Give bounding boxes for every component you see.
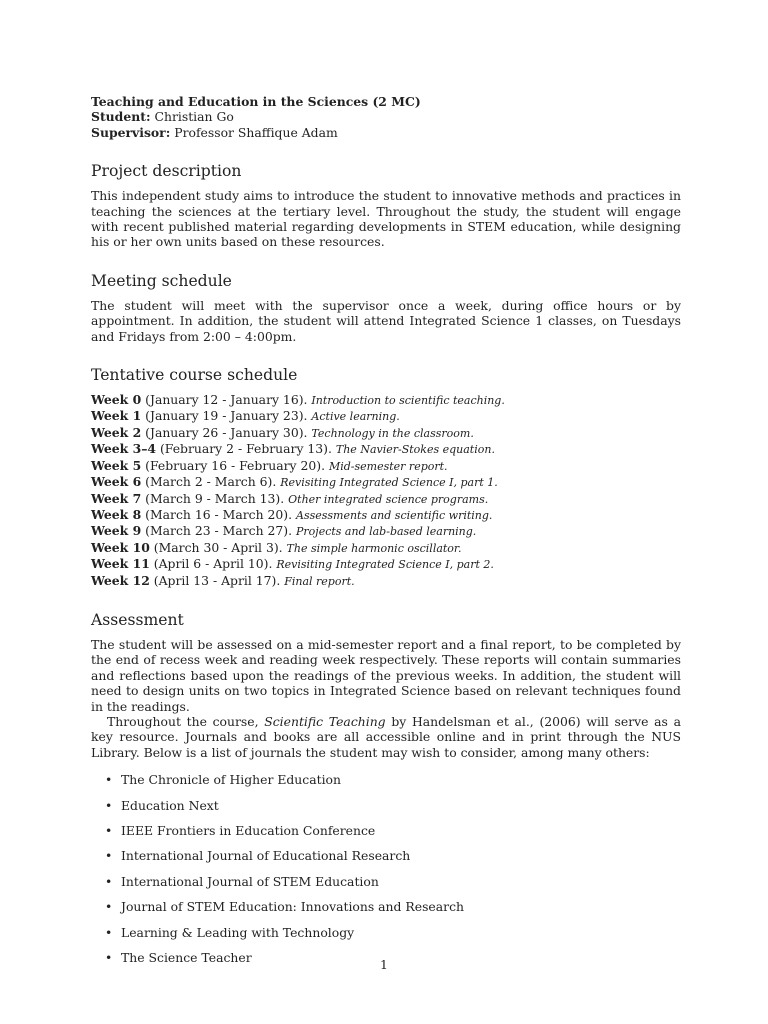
journal-name: Learning & Leading with Technology — [121, 924, 355, 940]
schedule-row — [91, 458, 681, 474]
list-item — [105, 798, 681, 813]
student-line — [91, 109, 681, 124]
week-topic: The simple harmonic oscillator. — [286, 541, 462, 555]
paragraph-2-intro: Throughout the course, — [107, 713, 265, 729]
project-body: This independent study aims to introduce the student to innovative methods and practices in teaching the sciences at the tertiary level. Throughout the study, the student will engage with recent published material regarding developments in STEM education, while designing his or her own units based on these resources. — [91, 188, 681, 250]
journal-list — [91, 772, 681, 965]
week-label: Week 5 — [91, 457, 142, 473]
bullet-icon: • — [105, 823, 113, 838]
bullet-icon: • — [105, 772, 113, 788]
week-label: Week 8 — [91, 506, 142, 522]
supervisor-name: Professor Shaffique Adam — [174, 124, 338, 140]
bullet-icon: • — [105, 924, 113, 940]
list-item — [105, 874, 681, 889]
week-dates: (February 16 - February 20). — [141, 457, 329, 473]
schedule-row — [91, 556, 681, 572]
schedule-row — [91, 392, 681, 408]
schedule-row — [91, 523, 681, 539]
week-label: Week 2 — [91, 424, 142, 440]
schedule-row — [91, 474, 681, 490]
list-item — [105, 823, 681, 838]
week-label: Week 11 — [91, 556, 150, 572]
week-topic: Other integrated science programs. — [288, 492, 489, 506]
schedule-list — [91, 392, 681, 589]
week-dates: (April 6 - April 10). — [149, 556, 277, 572]
schedule-row — [91, 441, 681, 457]
schedule-row — [91, 540, 681, 556]
page-number: 1 — [380, 957, 388, 972]
supervisor-line — [91, 125, 681, 140]
week-topic: Active learning. — [311, 410, 400, 424]
journal-name: Journal of STEM Education: Innovations and Research — [121, 899, 464, 915]
week-topic: Final report. — [284, 574, 355, 588]
document-page — [91, 94, 681, 975]
schedule-row — [91, 408, 681, 424]
week-topic: Assessments and scientific writing. — [296, 508, 493, 522]
document-title: Teaching and Education in the Sciences (2 MC) — [91, 94, 421, 109]
week-topic: Revisiting Integrated Science I, part 2. — [276, 558, 494, 572]
book-title: Scientific Teaching — [264, 713, 386, 729]
student-name: Christian Go — [154, 109, 234, 125]
journal-name: The Chronicle of Higher Education — [121, 772, 342, 788]
assessment-heading: Assessment — [91, 610, 184, 629]
meeting-body: The student will meet with the supervisor once a week, during office hours or by appointment. In addition, the student will attend Integrated Science 1 classes, on Tuesdays and Fridays from 2:00 – 4:00pm. — [91, 297, 681, 344]
week-dates: (March 9 - March 13). — [141, 490, 289, 506]
bullet-icon: • — [105, 899, 113, 915]
journal-name: International Journal of STEM Education — [121, 873, 379, 889]
list-item — [105, 848, 681, 863]
week-dates: (January 19 - January 23). — [141, 408, 312, 424]
journal-name: International Journal of Educational Research — [121, 848, 411, 864]
schedule-row — [91, 491, 681, 507]
week-dates: (April 13 - April 17). — [149, 572, 285, 588]
journal-name: IEEE Frontiers in Education Conference — [121, 823, 376, 838]
supervisor-label: Supervisor: — [91, 124, 171, 140]
week-dates: (January 26 - January 30). — [141, 424, 312, 440]
week-label: Week 1 — [91, 408, 142, 424]
schedule-row — [91, 425, 681, 441]
week-label: Week 12 — [91, 572, 150, 588]
week-label: Week 7 — [91, 490, 142, 506]
schedule-row — [91, 573, 681, 589]
bullet-icon: • — [105, 873, 113, 889]
bullet-icon: • — [105, 848, 113, 864]
week-topic: Introduction to scientific teaching. — [311, 394, 505, 408]
list-item — [105, 925, 681, 940]
week-dates: (March 23 - March 27). — [141, 523, 296, 539]
week-topic: Mid-semester report. — [328, 459, 448, 473]
project-heading: Project description — [91, 162, 242, 181]
schedule-row — [91, 507, 681, 523]
week-label: Week 3–4 — [91, 441, 157, 457]
week-label: Week 0 — [91, 392, 142, 408]
week-dates: (March 2 - March 6). — [141, 474, 281, 490]
assessment-paragraph-1: The student will be assessed on a mid-semester report and a final report, to be completed by the end of recess week and reading week respectively. These reports will contain summaries and reflections based upon the readings of the previous weeks. In addition, the student will need to design units on two topics in Integrated Science based on relevant techniques found in the readings. — [91, 636, 681, 714]
meeting-heading: Meeting schedule — [91, 271, 232, 290]
week-topic: The Navier-Stokes equation. — [335, 443, 495, 457]
list-item — [105, 772, 681, 787]
journal-name: Education Next — [121, 797, 219, 813]
week-dates: (March 30 - April 3). — [149, 539, 287, 555]
week-dates: (January 12 - January 16). — [141, 392, 312, 408]
paragraph-2-rest: by Handelsman et al., (2006) will serve as a key resource. Journals and books are all accessible online and in print through the NUS Library. Below is a list of journals the student may wish to consider, among many others: — [91, 713, 681, 760]
journal-name: The Science Teacher — [121, 950, 252, 966]
week-label: Week 6 — [91, 474, 142, 490]
bullet-icon: • — [105, 950, 113, 966]
student-label: Student: — [91, 109, 151, 125]
week-dates: (March 16 - March 20). — [141, 506, 296, 522]
bullet-icon: • — [105, 797, 113, 813]
list-item — [105, 899, 681, 914]
schedule-heading: Tentative course schedule — [91, 366, 298, 385]
week-label: Week 9 — [91, 523, 142, 539]
week-topic: Technology in the classroom. — [311, 426, 474, 440]
assessment-paragraph-2 — [91, 714, 681, 760]
week-label: Week 10 — [91, 539, 150, 555]
week-dates: (February 2 - February 13). — [156, 441, 336, 457]
week-topic: Revisiting Integrated Science I, part 1. — [280, 476, 498, 490]
week-topic: Projects and lab-based learning. — [296, 525, 477, 539]
